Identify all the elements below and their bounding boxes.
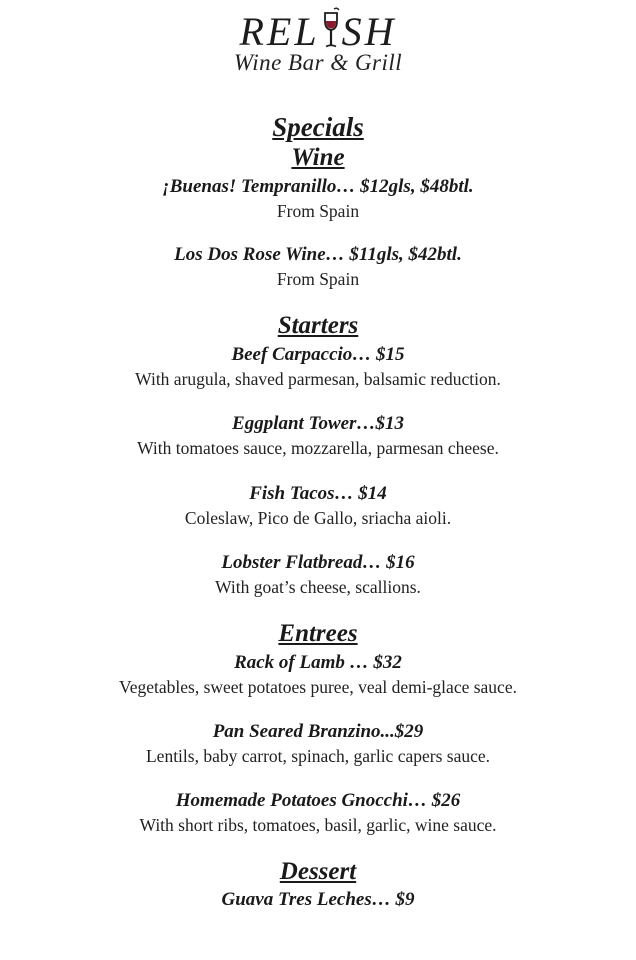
- logo-word-right: SH: [341, 9, 397, 54]
- logo: [0, 10, 636, 76]
- menu-item: [0, 888, 636, 911]
- item-description: From Spain: [276, 269, 360, 289]
- item-name: Fish Tacos… $14: [249, 483, 387, 504]
- item-name: Guava Tres Leches… $9: [221, 889, 415, 910]
- section-heading-dessert: Dessert: [279, 858, 357, 885]
- item-description: With short ribs, tomatoes, basil, garlic, wine sauce.: [139, 815, 497, 835]
- menu-item: [0, 720, 636, 767]
- menu-item: [0, 412, 636, 459]
- item-name: Los Dos Rose Wine… $11gls, $42btl.: [174, 244, 462, 265]
- item-description: With arugula, shaved parmesan, balsamic reduction.: [135, 369, 501, 389]
- item-name: Homemade Potatoes Gnocchi… $26: [175, 790, 461, 811]
- menu-item: [0, 651, 636, 698]
- menu-item: [0, 343, 636, 390]
- item-description: With tomatoes sauce, mozzarella, parmesan cheese.: [137, 438, 499, 458]
- item-name: ¡Buenas! Tempranillo… $12gls, $48btl.: [162, 176, 474, 197]
- item-name: Rack of Lamb … $32: [234, 652, 402, 673]
- section-heading-wine: Wine: [291, 144, 345, 171]
- item-name: Beef Carpaccio… $15: [231, 344, 405, 365]
- menu-item: [0, 551, 636, 598]
- item-description: Vegetables, sweet potatoes puree, veal demi-glace sauce.: [119, 677, 517, 697]
- menu-item: [0, 789, 636, 836]
- item-description: Coleslaw, Pico de Gallo, sriacha aioli.: [184, 508, 452, 528]
- section-heading-entrees: Entrees: [278, 620, 358, 647]
- section-heading-starters: Starters: [277, 312, 359, 339]
- item-name: Lobster Flatbread… $16: [221, 552, 415, 573]
- menu-item: [0, 482, 636, 529]
- item-description: From Spain: [276, 201, 360, 221]
- logo-word-left: REL: [239, 9, 320, 54]
- item-name: Eggplant Tower…$13: [232, 413, 404, 434]
- logo-subtitle: Wine Bar & Grill: [233, 50, 403, 75]
- logo-wordmark: [239, 10, 396, 54]
- menu-item: [0, 175, 636, 222]
- item-description: With goat’s cheese, scallions.: [215, 577, 421, 597]
- item-name: Pan Seared Branzino...$29: [212, 721, 424, 742]
- item-description: Lentils, baby carrot, spinach, garlic capers sauce.: [145, 746, 491, 766]
- wine-glass-icon: [320, 13, 342, 47]
- menu-item: [0, 243, 636, 290]
- menu-title: Specials: [272, 112, 364, 142]
